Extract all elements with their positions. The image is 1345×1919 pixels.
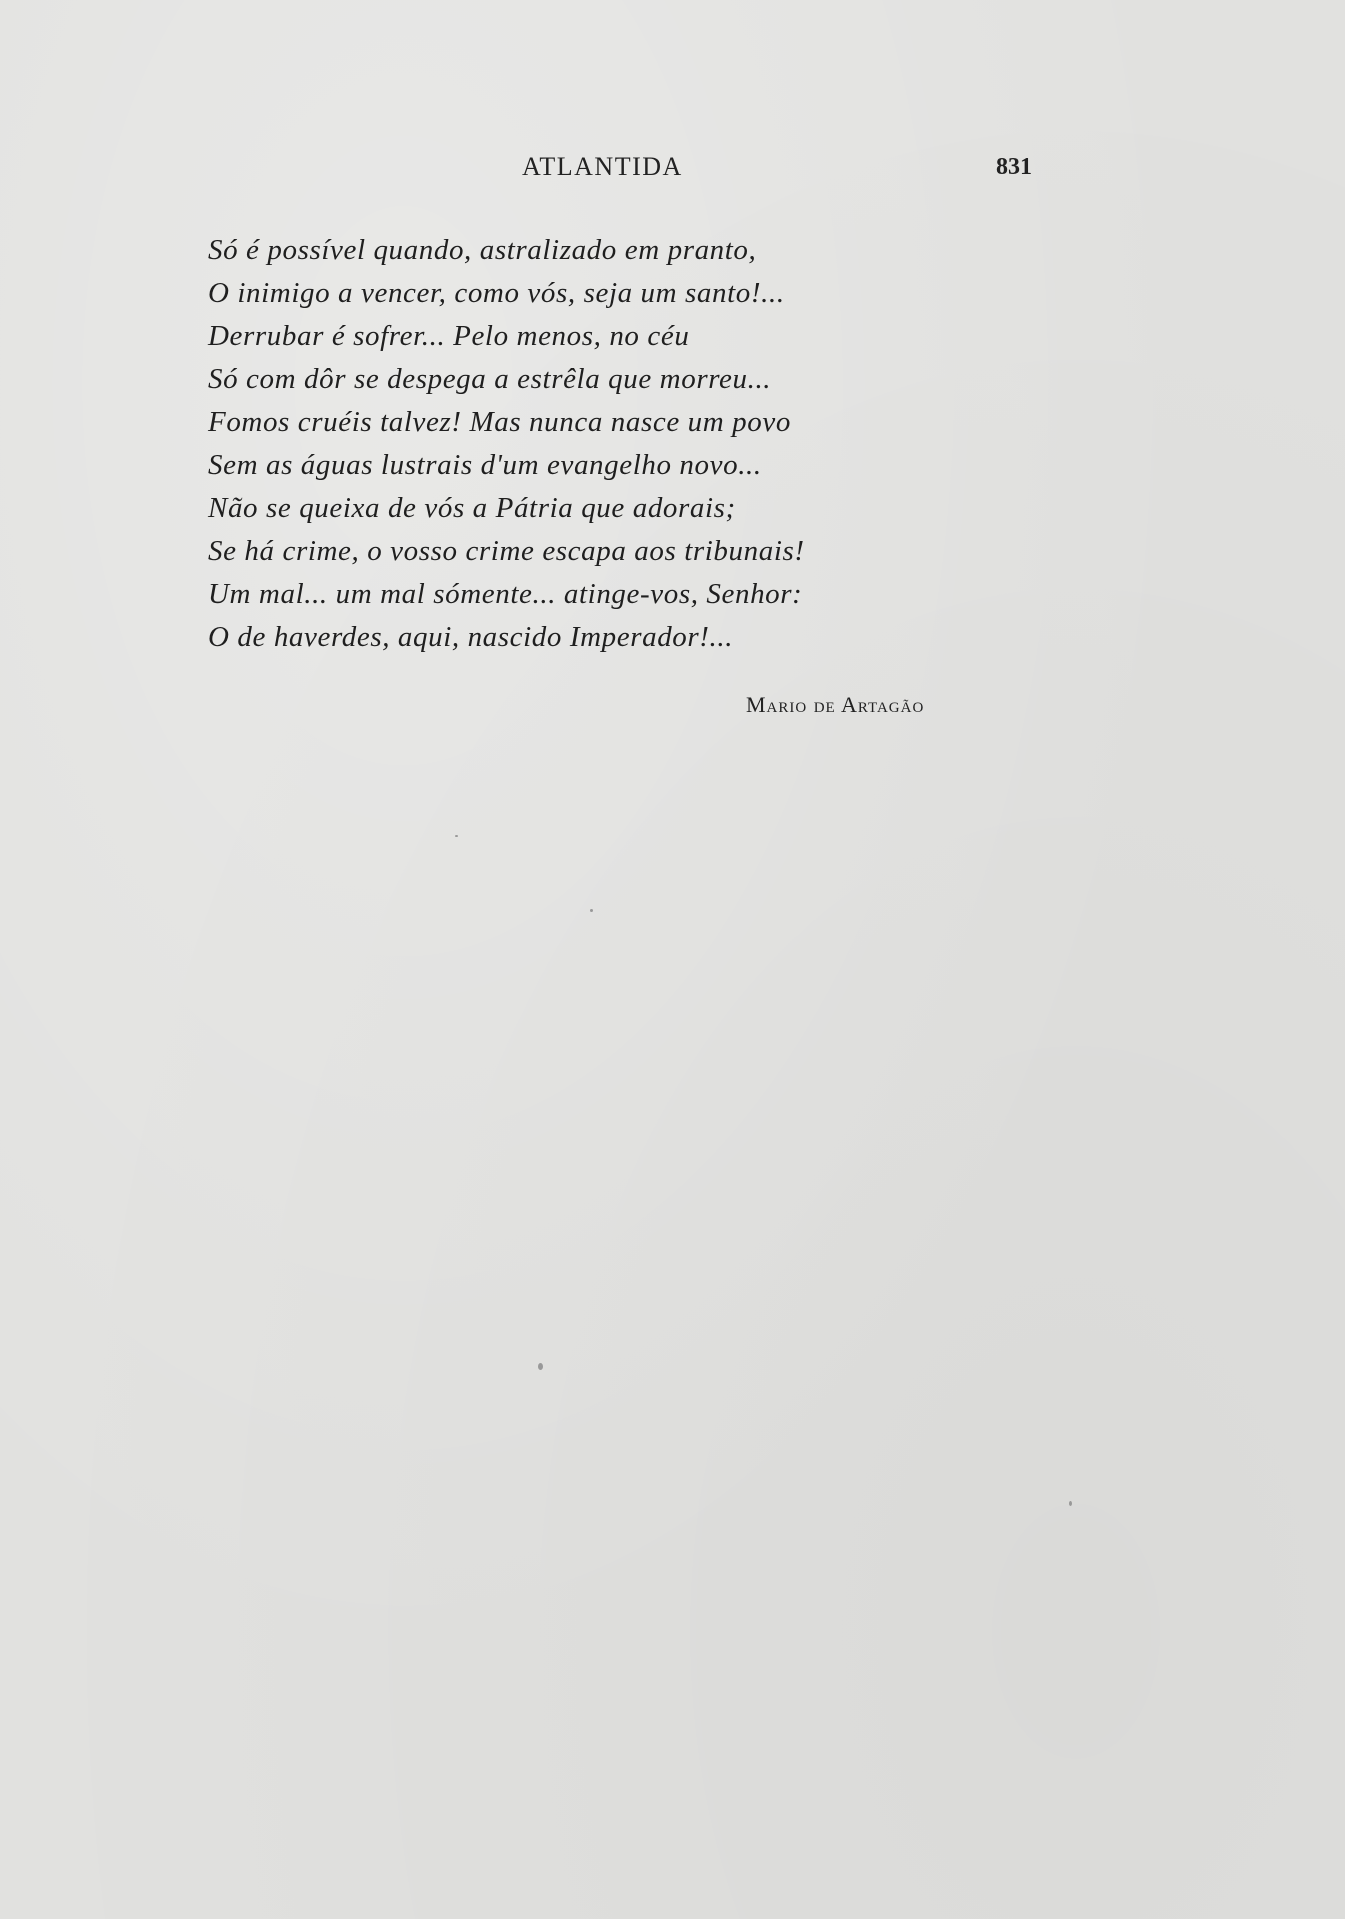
poem-line: O de haverdes, aqui, nascido Imperador!... <box>208 621 734 653</box>
poem-line: Só com dôr se despega a estrêla que morreu... <box>208 363 772 395</box>
running-head-title: ATLANTIDA <box>522 152 683 181</box>
paper-speck <box>455 835 458 837</box>
poem-line: Derrubar é sofrer... Pelo menos, no céu <box>208 320 690 352</box>
page-number: 831 <box>996 154 1032 180</box>
poem-line: Se há crime, o vosso crime escapa aos tribunais! <box>208 535 805 567</box>
paper-speck <box>1069 1501 1072 1506</box>
author-signature: Mario de Artagão <box>746 692 925 717</box>
poem-line: Só é possível quando, astralizado em pranto, <box>208 234 757 266</box>
poem-stanza <box>208 229 968 659</box>
poem-line: Sem as águas lustrais d'um evangelho novo... <box>208 449 762 481</box>
paper-speck <box>590 909 593 912</box>
poem-line: Não se queixa de vós a Pátria que adorais; <box>208 492 736 524</box>
paper-speck <box>538 1363 543 1370</box>
poem-line: O inimigo a vencer, como vós, seja um santo!... <box>208 277 785 309</box>
poem-line: Fomos cruéis talvez! Mas nunca nasce um povo <box>208 406 791 438</box>
poem-line: Um mal... um mal sómente... atinge-vos, Senhor: <box>208 578 803 610</box>
